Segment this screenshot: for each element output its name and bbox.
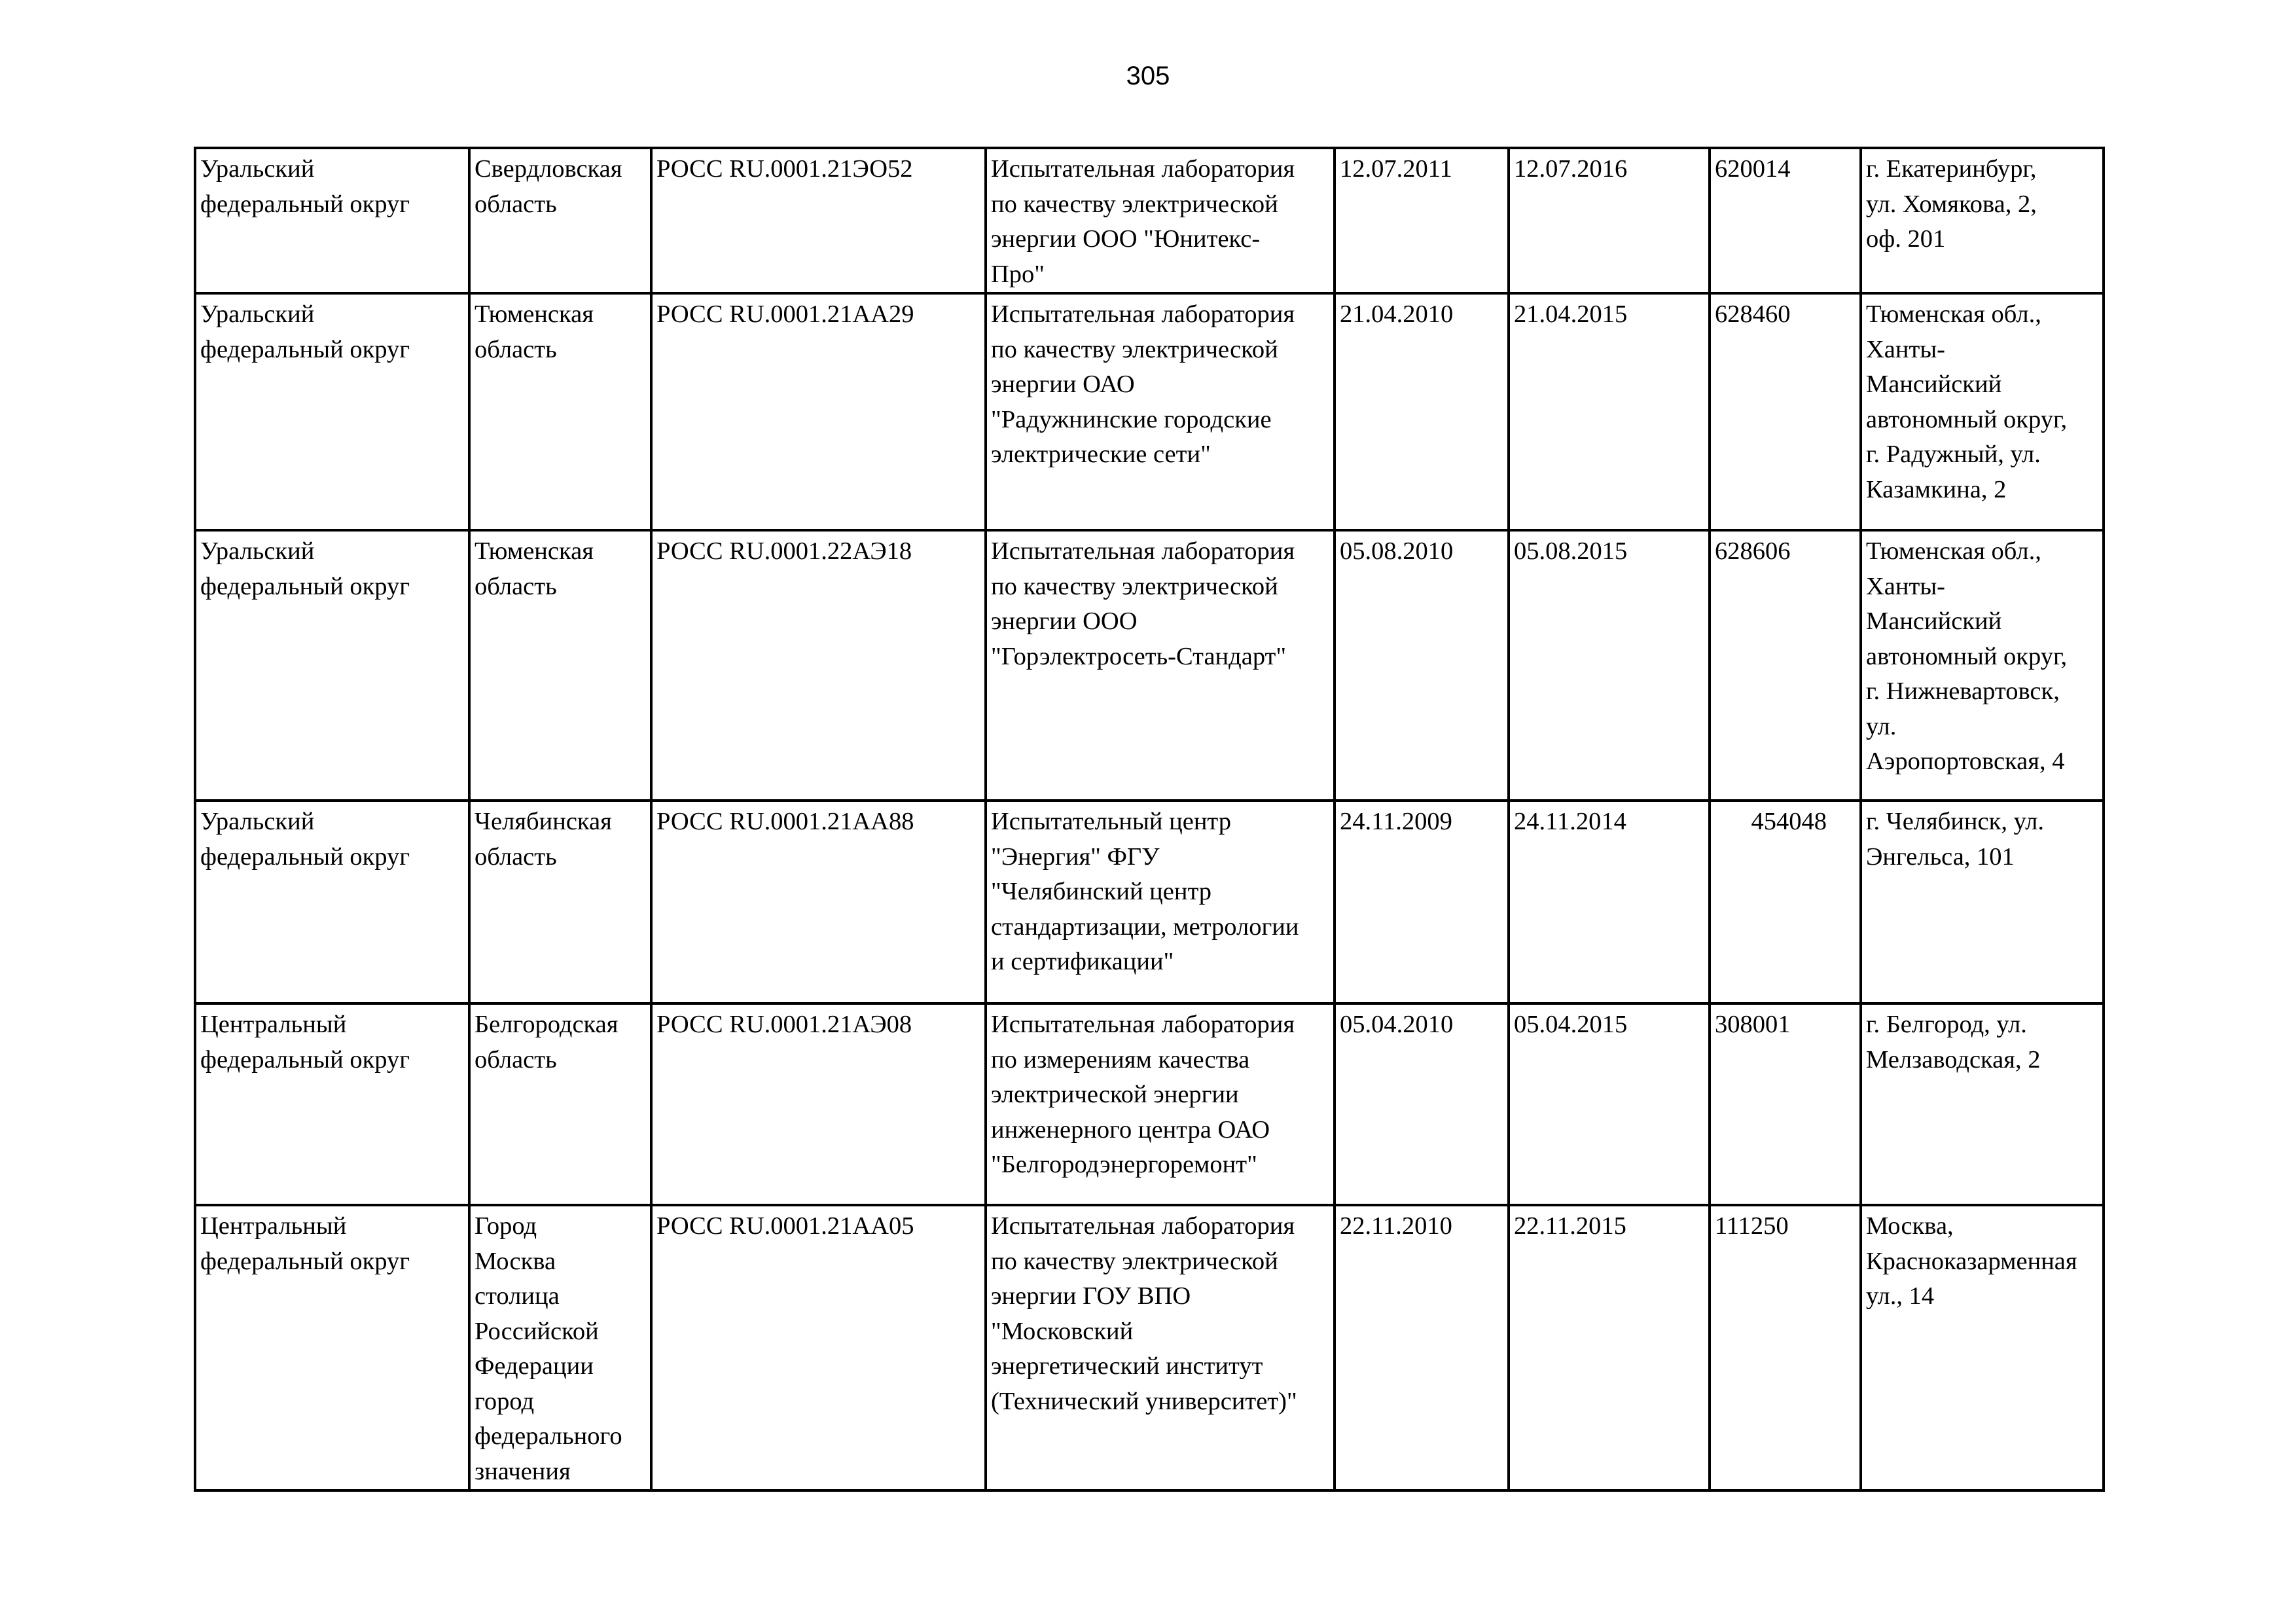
cell-certificate: РОСС RU.0001.21АА88 [651, 801, 986, 1003]
laboratory-registry-table [194, 147, 2105, 1492]
cell-date-from: 22.11.2010 [1335, 1205, 1509, 1490]
table-row [195, 801, 2104, 1003]
cell-district: Центральный федеральный округ [195, 1205, 469, 1490]
cell-postcode: 454048 [1710, 801, 1861, 1003]
cell-region: Белгородская область [469, 1003, 651, 1205]
cell-region: Свердловская область [469, 148, 651, 293]
cell-date-to: 21.04.2015 [1509, 293, 1710, 530]
cell-address: Москва, Красноказарменная ул., 14 [1861, 1205, 2104, 1490]
cell-district: Уральский федеральный округ [195, 801, 469, 1003]
cell-postcode: 628606 [1710, 530, 1861, 801]
cell-address: Тюменская обл., Ханты- Мансийский автономный округ, г. Нижневартовск, ул. Аэропортовская, 4 [1861, 530, 2104, 801]
cell-certificate: РОСС RU.0001.21АЭ08 [651, 1003, 986, 1205]
cell-laboratory: Испытательная лаборатория по измерениям качества электрической энергии инженерного центра ОАО "Белгородэнергоремонт" [986, 1003, 1335, 1205]
cell-district: Центральный федеральный округ [195, 1003, 469, 1205]
cell-region: Челябинская область [469, 801, 651, 1003]
cell-postcode: 111250 [1710, 1205, 1861, 1490]
table-row [195, 148, 2104, 293]
cell-date-from: 21.04.2010 [1335, 293, 1509, 530]
cell-certificate: РОСС RU.0001.21АА05 [651, 1205, 986, 1490]
cell-district: Уральский федеральный округ [195, 293, 469, 530]
cell-certificate: РОСС RU.0001.21ЭО52 [651, 148, 986, 293]
cell-date-to: 22.11.2015 [1509, 1205, 1710, 1490]
cell-date-from: 12.07.2011 [1335, 148, 1509, 293]
cell-date-to: 05.08.2015 [1509, 530, 1710, 801]
cell-date-from: 05.04.2010 [1335, 1003, 1509, 1205]
cell-region: Тюменская область [469, 530, 651, 801]
cell-laboratory: Испытательный центр "Энергия" ФГУ "Челябинский центр стандартизации, метрологии и сертификации" [986, 801, 1335, 1003]
cell-date-from: 05.08.2010 [1335, 530, 1509, 801]
cell-region: Город Москва столица Российской Федерации город федерального значения [469, 1205, 651, 1490]
cell-address: г. Белгород, ул. Мелзаводская, 2 [1861, 1003, 2104, 1205]
cell-district: Уральский федеральный округ [195, 530, 469, 801]
cell-date-to: 05.04.2015 [1509, 1003, 1710, 1205]
cell-laboratory: Испытательная лаборатория по качеству электрической энергии ГОУ ВПО "Московский энергетический институт (Технический университет)" [986, 1205, 1335, 1490]
cell-address: г. Челябинск, ул. Энгельса, 101 [1861, 801, 2104, 1003]
table-row [195, 293, 2104, 530]
table-row [195, 1205, 2104, 1490]
page-number: 305 [1126, 62, 1170, 90]
cell-date-to: 12.07.2016 [1509, 148, 1710, 293]
cell-region: Тюменская область [469, 293, 651, 530]
cell-date-to: 24.11.2014 [1509, 801, 1710, 1003]
cell-laboratory: Испытательная лаборатория по качеству электрической энергии ООО "Юнитекс- Про" [986, 148, 1335, 293]
cell-postcode: 620014 [1710, 148, 1861, 293]
table-row [195, 1003, 2104, 1205]
cell-address: Тюменская обл., Ханты- Мансийский автономный округ, г. Радужный, ул. Казамкина, 2 [1861, 293, 2104, 530]
cell-certificate: РОСС RU.0001.22АЭ18 [651, 530, 986, 801]
cell-certificate: РОСС RU.0001.21АА29 [651, 293, 986, 530]
cell-laboratory: Испытательная лаборатория по качеству электрической энергии ООО "Горэлектросеть-Стандарт" [986, 530, 1335, 801]
cell-laboratory: Испытательная лаборатория по качеству электрической энергии ОАО "Радужнинские городские электрические сети" [986, 293, 1335, 530]
cell-date-from: 24.11.2009 [1335, 801, 1509, 1003]
cell-postcode: 628460 [1710, 293, 1861, 530]
table-row [195, 530, 2104, 801]
cell-district: Уральский федеральный округ [195, 148, 469, 293]
cell-postcode: 308001 [1710, 1003, 1861, 1205]
cell-address: г. Екатеринбург, ул. Хомякова, 2, оф. 201 [1861, 148, 2104, 293]
